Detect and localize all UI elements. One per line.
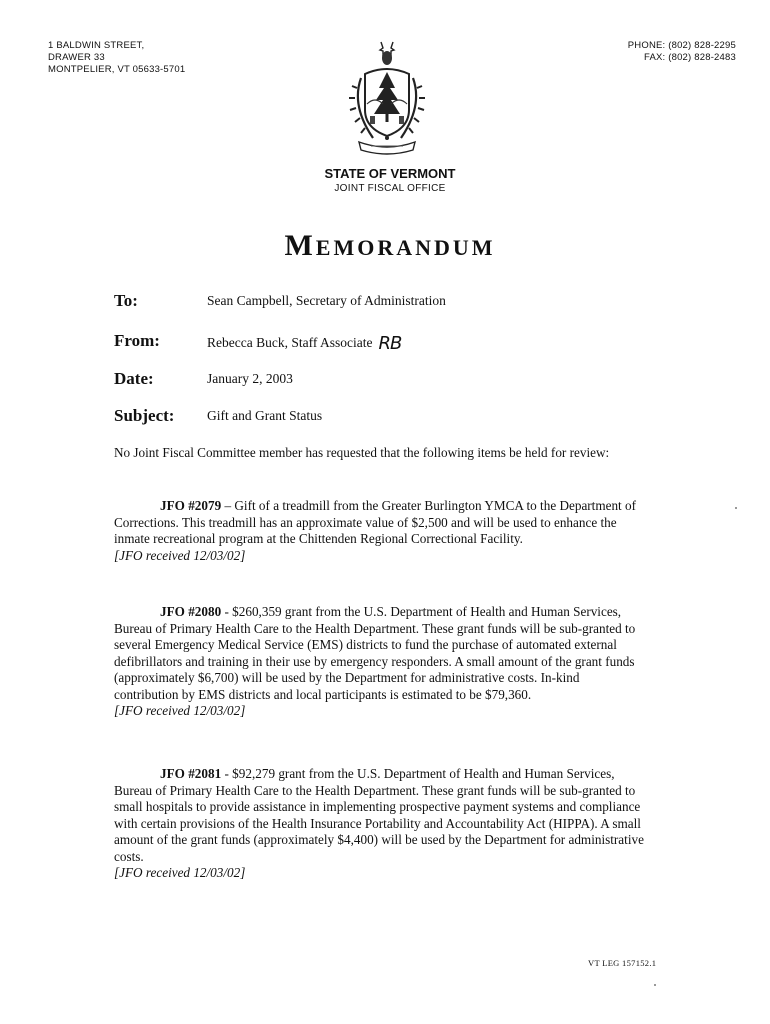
from-value-wrap [207, 333, 401, 354]
memo-intro: No Joint Fiscal Committee member has requested that the following items be held for review: [114, 445, 610, 460]
agency-name: STATE OF VERMONT [324, 166, 456, 181]
grant-item [114, 766, 644, 882]
address-line: MONTPELIER, VT 05633-5701 [48, 64, 186, 75]
to-label: To: [114, 291, 138, 310]
handwritten-initials: RB [378, 333, 402, 354]
received-date: [JFO received 12/03/02] [114, 547, 246, 563]
address-line: DRAWER 33 [48, 52, 105, 63]
from-value: Rebecca Buck, Staff Associate [207, 335, 373, 350]
grant-id: JFO #2079 [160, 498, 222, 513]
address-line: 1 BALDWIN STREET, [48, 40, 145, 51]
phone-number: PHONE: (802) 828-2295 [627, 40, 736, 51]
grant-id: JFO #2081 [160, 766, 222, 781]
received-date: [JFO received 12/03/02] [114, 865, 246, 880]
memo-title-initial: M [284, 229, 316, 262]
vermont-seal-icon [337, 38, 437, 164]
grant-item [114, 604, 644, 720]
received-date: [JFO received 12/03/02] [114, 703, 246, 718]
subject-label: Subject: [114, 406, 175, 425]
grant-description: - $92,279 grant from the U.S. Department of Health and Human Services, Bureau of Primary Health Care to the Health Department. These grant funds will be sub-granted to small hospitals to provide assistance in implementing prospective payment systems and compliance with certain provisions of the Health Insurance Portability and Accountability Act (HIPPA). A small amount of the grant funds (approximately $4,400) will be used by the Department for administrative costs. [114, 766, 644, 864]
document-id: VT LEG 157152.1 [588, 958, 657, 968]
subject-value: Gift and Grant Status [207, 408, 323, 423]
date-value: January 2, 2003 [207, 371, 293, 386]
to-value: Sean Campbell, Secretary of Administration [207, 293, 446, 308]
grant-description: - $260,359 grant from the U.S. Department of Health and Human Services, Bureau of Primary Health Care to the Health Department. These grant funds will be sub-granted to several Emergency Medical Service (EMS) districts to fund the purchase of automated external defibrillators and training in their use by emergency responders. A small amount of the grant funds (approximately $6,700) will be used by the Department for administrative costs. In-kind contribution by EMS districts and local participants is estimated to be $79,360. [114, 604, 636, 702]
grant-id: JFO #2080 [160, 604, 222, 619]
memo-title-rest: EMORANDUM [315, 235, 496, 260]
office-name: JOINT FISCAL OFFICE [334, 183, 446, 194]
from-label: From: [114, 331, 160, 350]
date-label: Date: [114, 369, 154, 388]
scan-speck [654, 984, 656, 986]
grant-description: – Gift of a treadmill from the Greater Burlington YMCA to the Department of Corrections. This treadmill has an approximate value of $2,500 and will be used to enhance the inmate recreational program at the Chittenden Regional Correctional Facility. [114, 498, 637, 546]
grant-item [114, 498, 644, 564]
scan-speck [735, 507, 737, 509]
fax-number: FAX: (802) 828-2483 [644, 52, 736, 63]
letterhead-address [48, 40, 185, 76]
memo-title [0, 229, 770, 263]
letterhead-contact [628, 40, 736, 64]
